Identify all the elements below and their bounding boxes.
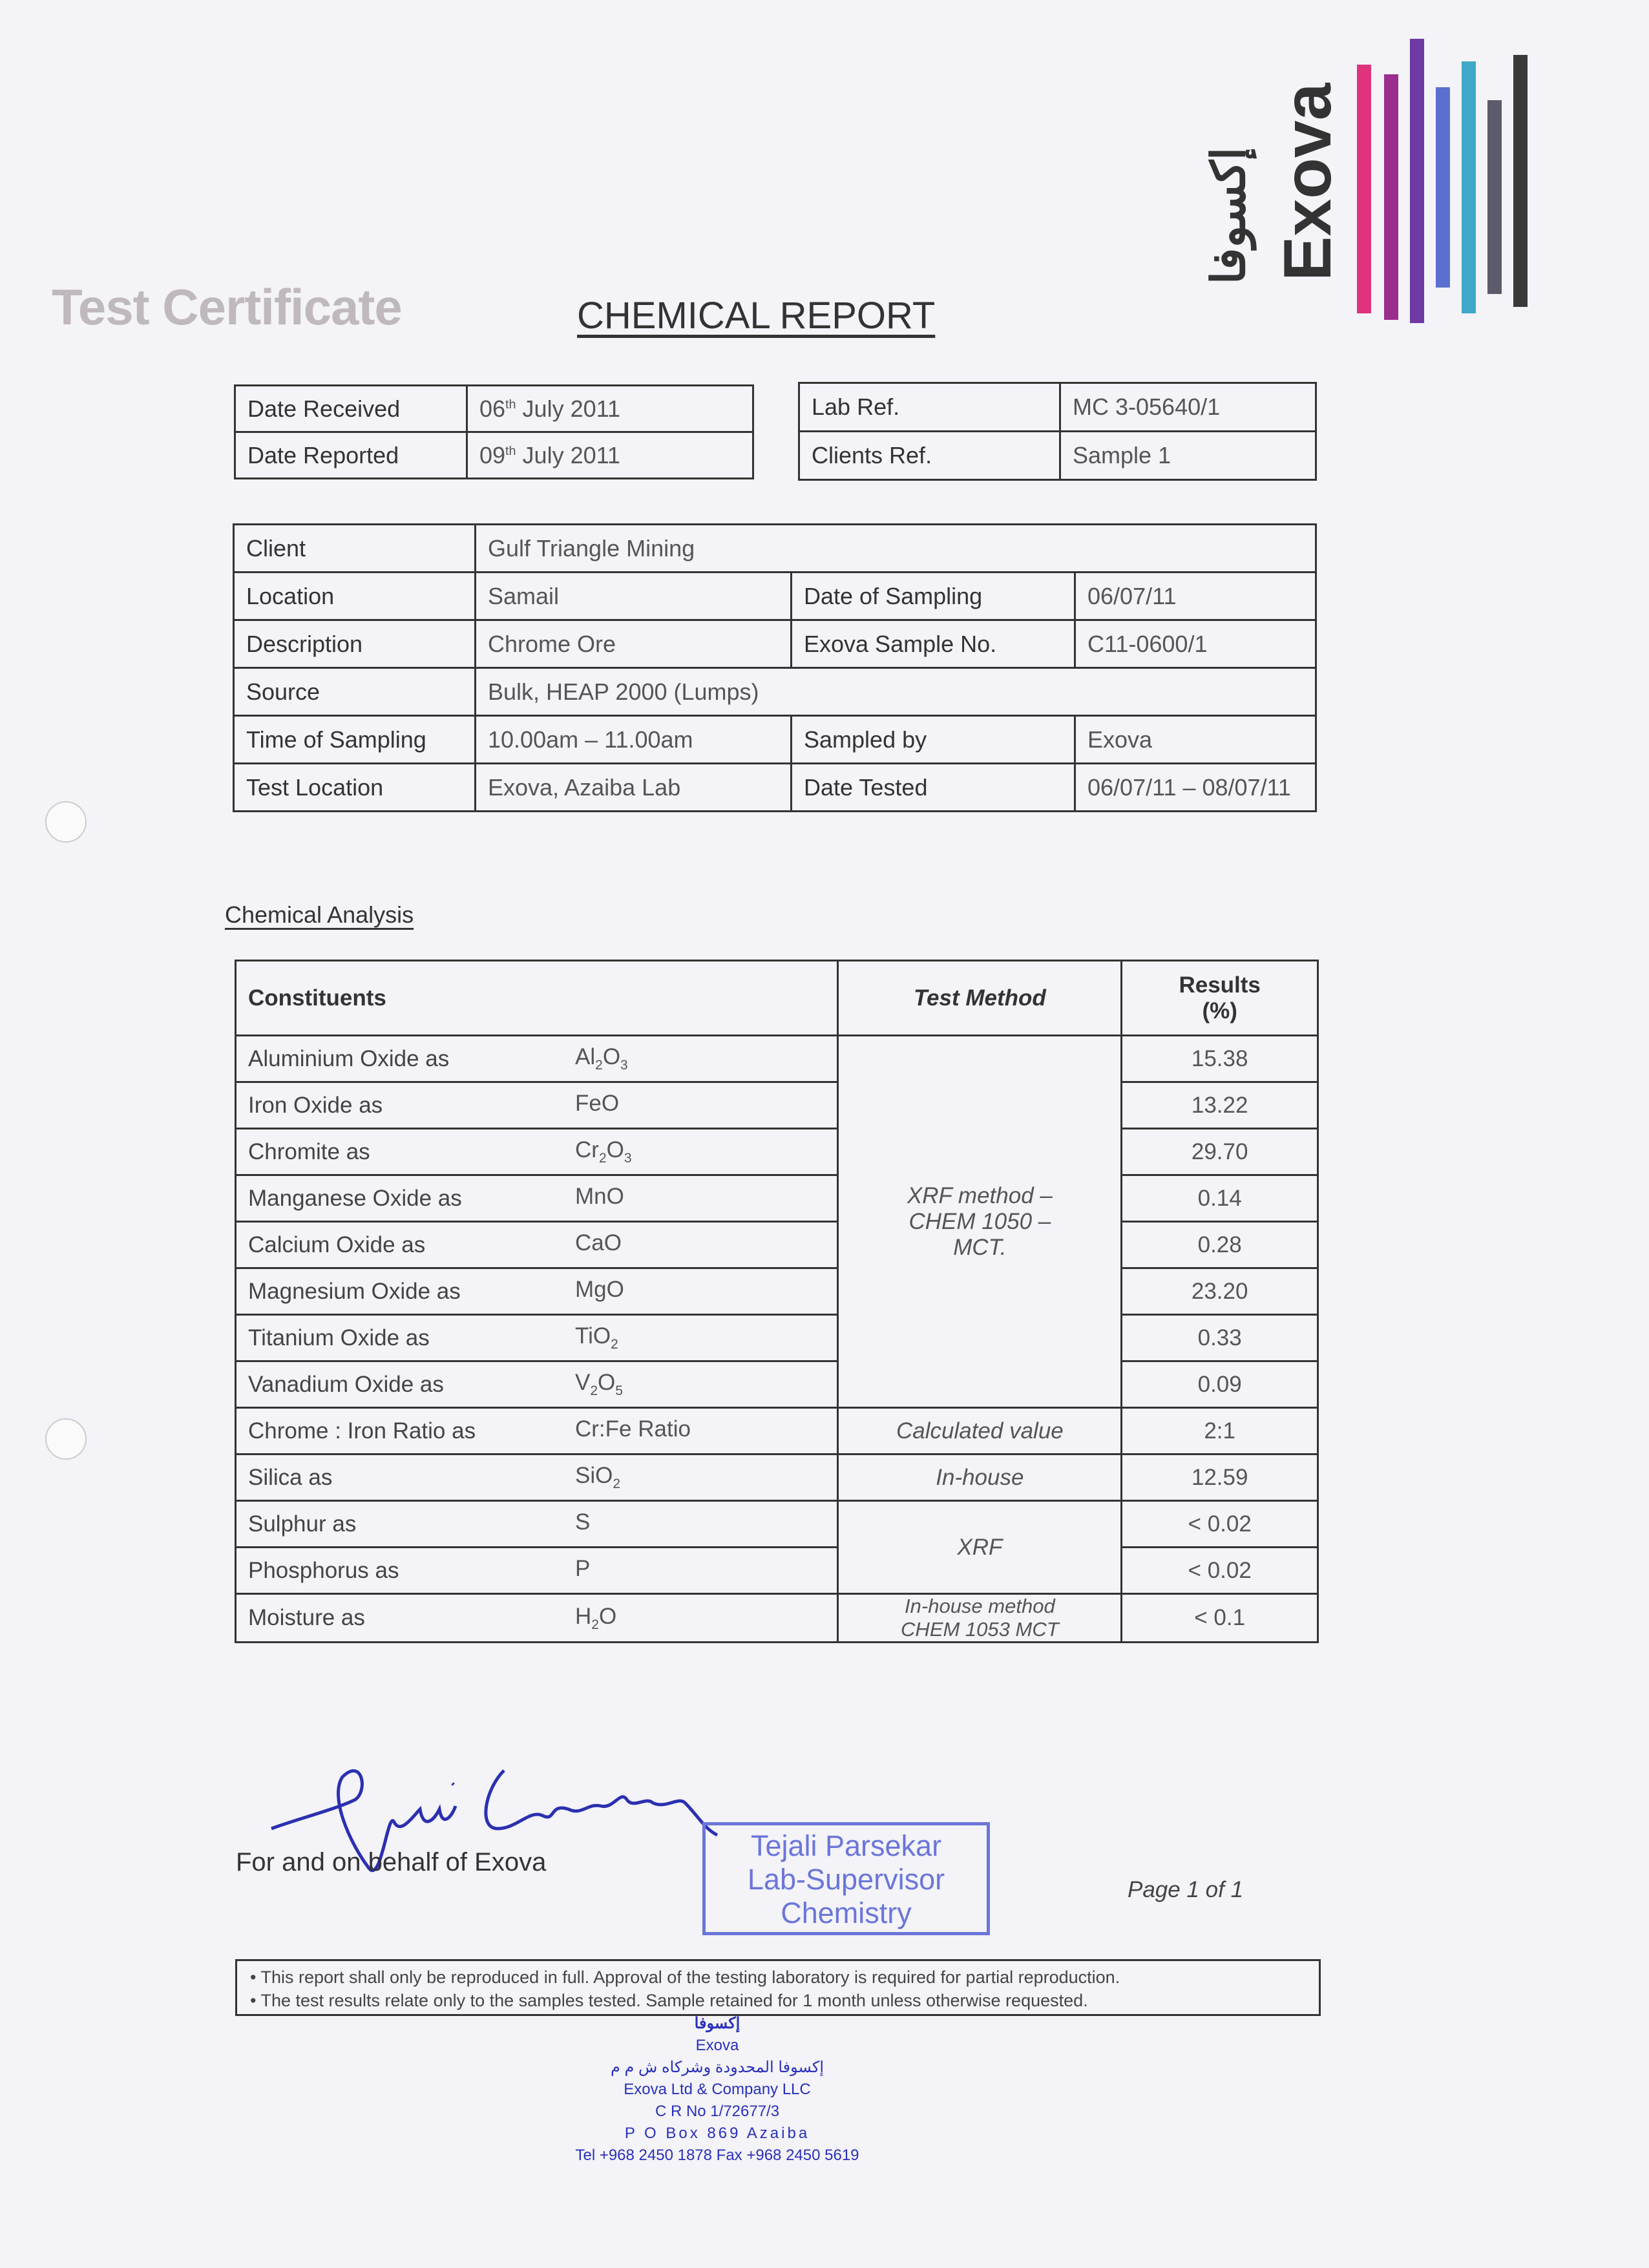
date-received-label: Date Received <box>235 386 467 432</box>
chemical-analysis-heading: Chemical Analysis <box>225 901 414 928</box>
table-row <box>236 1315 1318 1361</box>
location-label: Location <box>234 572 476 620</box>
report-notes <box>235 1959 1321 2016</box>
constituent-name: Titanium Oxide as <box>236 1315 564 1361</box>
stamp-title: Lab-Supervisor <box>747 1863 945 1896</box>
test-method: XRF <box>838 1501 1122 1594</box>
client-info-table <box>233 523 1317 812</box>
constituent-formula: $Cr_2O_3$ <box>563 1129 838 1175</box>
date-reported-label: Date Reported <box>235 432 467 479</box>
company-stamp-arabic-name: إكسوفا <box>694 2015 740 2032</box>
table-row <box>236 1501 1318 1548</box>
sampled-by-label: Sampled by <box>792 716 1075 764</box>
result-value: < 0.02 <box>1122 1501 1318 1548</box>
result-value: 0.09 <box>1122 1361 1318 1408</box>
constituent-formula: TiO$_2$ <box>563 1315 838 1361</box>
exova-logo-arabic: إكسوفا <box>1203 147 1255 284</box>
note-samples: • The test results relate only to the samples tested. Sample retained for 1 month unless otherwise requested. <box>250 1991 1088 2010</box>
table-row <box>236 1268 1318 1315</box>
result-value: 12.59 <box>1122 1454 1318 1501</box>
location-value: Samail <box>476 572 792 620</box>
stamp-dept: Chemistry <box>781 1896 912 1929</box>
date-sampling-value: 06/07/11 <box>1075 572 1316 620</box>
col-constituents: Constituents <box>236 961 838 1036</box>
date-received-value: 06th July 2011 <box>467 386 753 432</box>
company-stamp-name: Exova <box>695 2037 739 2054</box>
table-row <box>236 1222 1318 1268</box>
page-number: Page 1 of 1 <box>1128 1877 1244 1902</box>
punch-hole-bottom <box>45 1418 87 1460</box>
constituent-formula: FeO <box>563 1082 838 1129</box>
test-method: In-house <box>838 1454 1122 1501</box>
source-value: Bulk, HEAP 2000 (Lumps) <box>476 668 1316 716</box>
result-value: 0.28 <box>1122 1222 1318 1268</box>
constituent-formula: $V_2O_5$ <box>563 1361 838 1408</box>
logo-bar <box>1487 100 1502 294</box>
table-row <box>236 1175 1318 1222</box>
time-sampling-label: Time of Sampling <box>234 716 476 764</box>
client-label: Client <box>234 525 476 572</box>
constituent-formula: MgO <box>563 1268 838 1315</box>
description-value: Chrome Ore <box>476 620 792 668</box>
result-value: 15.38 <box>1122 1036 1318 1082</box>
constituent-formula: SiO$_2$ <box>563 1454 838 1501</box>
col-test-method: Test Method <box>838 961 1122 1036</box>
constituent-formula: $Al_2O_3$ <box>563 1036 838 1082</box>
constituent-name: Silica as <box>236 1454 564 1501</box>
chemical-analysis-table <box>235 960 1319 1643</box>
constituent-name: Iron Oxide as <box>236 1082 564 1129</box>
on-behalf-text: For and on behalf of Exova <box>236 1848 547 1876</box>
result-value: < 0.1 <box>1122 1594 1318 1643</box>
punch-hole-top <box>45 801 87 843</box>
table-row <box>236 1548 1318 1594</box>
table-row <box>236 1594 1318 1643</box>
time-sampling-value: 10.00am – 11.00am <box>476 716 792 764</box>
logo-bar <box>1410 39 1424 323</box>
result-value: 23.20 <box>1122 1268 1318 1315</box>
clients-ref-label: Clients Ref. <box>799 432 1060 480</box>
constituent-name: Vanadium Oxide as <box>236 1361 564 1408</box>
lab-ref-value: MC 3-05640/1 <box>1060 383 1316 432</box>
source-label: Source <box>234 668 476 716</box>
constituent-name: Chrome : Iron Ratio as <box>236 1408 564 1454</box>
lab-ref-label: Lab Ref. <box>799 383 1060 432</box>
test-method: In-house method CHEM 1053 MCT <box>838 1594 1122 1643</box>
constituent-name: Sulphur as <box>236 1501 564 1548</box>
constituent-formula: CaO <box>563 1222 838 1268</box>
result-value: 2:1 <box>1122 1408 1318 1454</box>
constituent-name: Magnesium Oxide as <box>236 1268 564 1315</box>
table-row <box>236 1129 1318 1175</box>
test-method: Calculated value <box>838 1408 1122 1454</box>
constituent-name: Aluminium Oxide as <box>236 1036 564 1082</box>
constituent-formula: $H_2O$ <box>563 1594 838 1643</box>
result-value: < 0.02 <box>1122 1548 1318 1594</box>
logo-bar <box>1513 55 1528 307</box>
date-tested-label: Date Tested <box>792 764 1075 812</box>
date-sampling-label: Date of Sampling <box>792 572 1075 620</box>
company-stamp-box: P O Box 869 Azaiba <box>624 2125 810 2142</box>
result-value: 29.70 <box>1122 1129 1318 1175</box>
clients-ref-value: Sample 1 <box>1060 432 1316 480</box>
table-row <box>236 1036 1318 1082</box>
result-value: 0.33 <box>1122 1315 1318 1361</box>
supervisor-stamp <box>702 1822 990 1935</box>
company-stamp-company: Exova Ltd & Company LLC <box>624 2081 811 2098</box>
dates-table <box>234 384 754 479</box>
col-results: Results (%) <box>1122 961 1318 1036</box>
date-tested-value: 06/07/11 – 08/07/11 <box>1075 764 1316 812</box>
company-stamp-tel: Tel +968 2450 1878 Fax +968 2450 5619 <box>575 2147 859 2164</box>
result-value: 0.14 <box>1122 1175 1318 1222</box>
constituent-name: Moisture as <box>236 1594 564 1643</box>
client-value: Gulf Triangle Mining <box>476 525 1316 572</box>
refs-table <box>798 382 1317 481</box>
logo-bar <box>1462 61 1476 313</box>
sample-no-value: C11-0600/1 <box>1075 620 1316 668</box>
company-stamp-arabic: إكسوفا المحدودة وشركاه ش م م <box>610 2059 824 2076</box>
constituent-name: Manganese Oxide as <box>236 1175 564 1222</box>
report-title: CHEMICAL REPORT <box>577 295 936 337</box>
test-method: XRF method – CHEM 1050 – MCT. <box>838 1036 1122 1408</box>
constituent-name: Phosphorus as <box>236 1548 564 1594</box>
constituent-formula: S <box>563 1501 838 1548</box>
table-row <box>236 1082 1318 1129</box>
sample-no-label: Exova Sample No. <box>792 620 1075 668</box>
constituent-formula: Cr:Fe Ratio <box>563 1408 838 1454</box>
logo-bar <box>1357 65 1371 313</box>
constituent-formula: P <box>563 1548 838 1594</box>
test-location-label: Test Location <box>234 764 476 812</box>
note-reproduction: • This report shall only be reproduced in full. Approval of the testing laboratory is required for partial reproduction. <box>250 1968 1120 1987</box>
table-row <box>236 1408 1318 1454</box>
test-location-value: Exova, Azaiba Lab <box>476 764 792 812</box>
description-label: Description <box>234 620 476 668</box>
constituent-name: Calcium Oxide as <box>236 1222 564 1268</box>
table-row <box>236 1454 1318 1501</box>
logo-bar <box>1384 74 1398 320</box>
stamp-name: Tejali Parsekar <box>750 1829 942 1862</box>
exova-logo-bars <box>1357 36 1538 326</box>
table-row <box>236 1361 1318 1408</box>
constituent-name: Chromite as <box>236 1129 564 1175</box>
constituent-formula: MnO <box>563 1175 838 1222</box>
logo-bar <box>1436 87 1450 288</box>
sampled-by-value: Exova <box>1075 716 1316 764</box>
company-stamp-cr: C R No 1/72677/3 <box>655 2103 780 2120</box>
result-value: 13.22 <box>1122 1082 1318 1129</box>
date-reported-value: 09th July 2011 <box>467 432 753 479</box>
certificate-title: Test Certificate <box>52 278 402 335</box>
exova-logo-text: Exova <box>1270 83 1345 281</box>
company-stamp <box>556 2013 879 2167</box>
